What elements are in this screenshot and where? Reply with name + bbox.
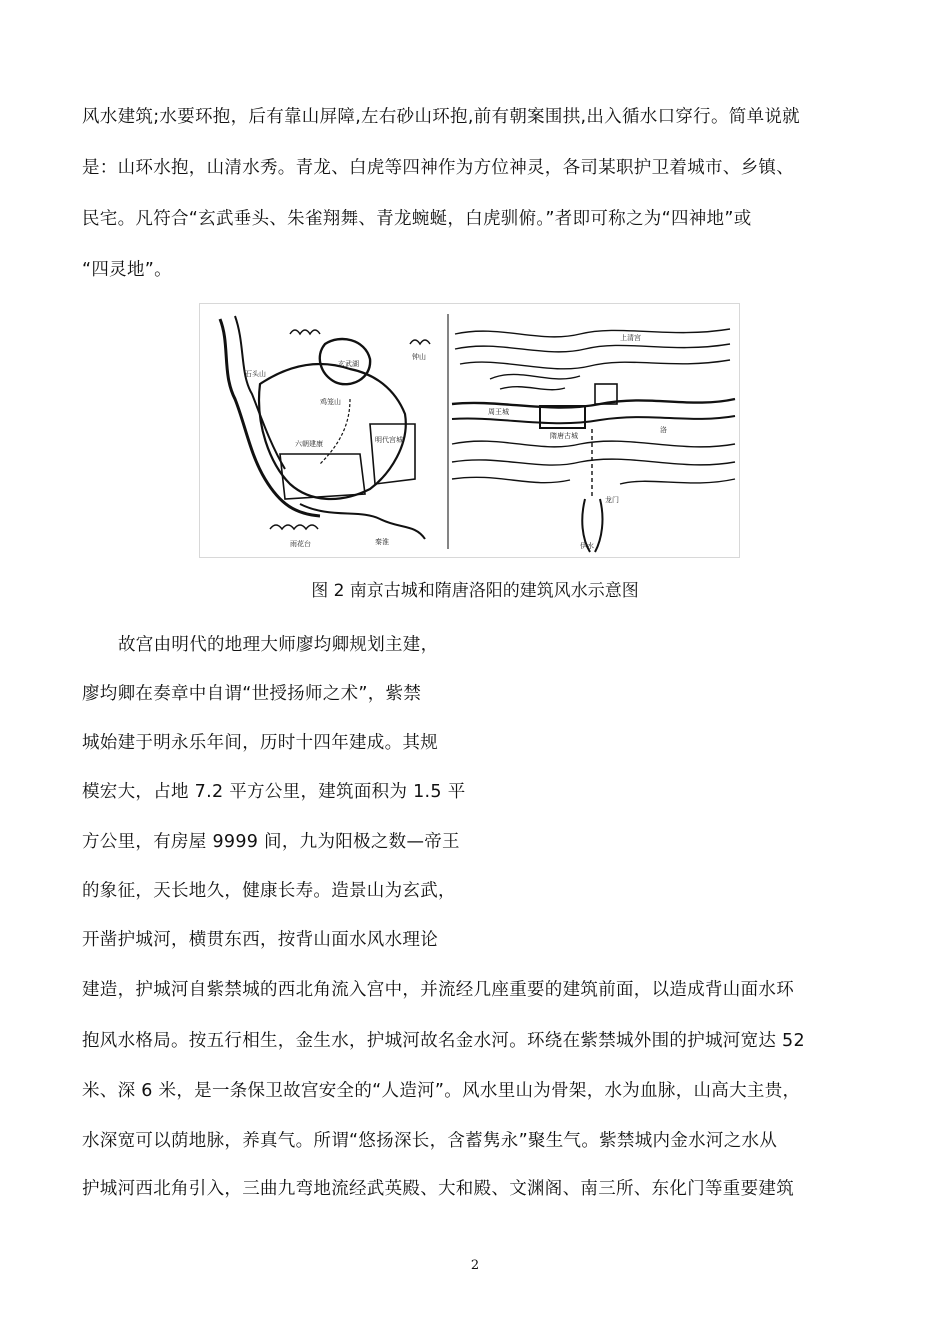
luoyang-map — [452, 329, 735, 552]
map-label: 玄武湖 — [338, 360, 359, 368]
body-text-line: 民宅。凡符合“玄武垂头、朱雀翔舞、青龙蜿蜒，白虎驯俯。”者即可称之为“四神地”或 — [82, 209, 752, 229]
body-text-line: 建造，护城河自紫禁城的西北角流入宫中，并流经几座重要的建筑前面，以造成背山面水环 — [82, 980, 794, 1000]
map-label: 雨花台 — [290, 540, 311, 548]
map-label: 伊水 — [580, 542, 594, 550]
map-label: 上清宫 — [620, 334, 641, 342]
body-text-line: 的象征，天长地久，健康长寿。造景山为玄武， — [82, 881, 456, 901]
body-text-line: 模宏大，占地 7.2 平方公里，建筑面积为 1.5 平 — [82, 782, 466, 802]
body-text-line: 方公里，有房屋 9999 间，九为阳极之数—帝王 — [82, 832, 460, 852]
body-text-line: 米、深 6 米，是一条保卫故宫安全的“人造河”。风水里山为骨架，水为血脉，山高大主贵， — [82, 1081, 801, 1101]
map-label: 六朝建康 — [295, 440, 323, 448]
figure-caption: 图 2 南京古城和隋唐洛阳的建筑风水示意图 — [311, 581, 639, 601]
body-text-line: 抱风水格局。按五行相生，金生水，护城河故名金水河。环绕在紫禁城外围的护城河宽达 52 — [82, 1031, 805, 1051]
map-illustration — [200, 304, 739, 557]
map-label: 隋唐古城 — [550, 432, 578, 440]
map-label: 鸡笼山 — [320, 398, 341, 406]
body-text-line: 风水建筑;水要环抱，后有靠山屏障,左右砂山环抱,前有朝案围拱,出入循水口穿行。简单说就 — [82, 107, 800, 127]
map-label: 秦淮 — [375, 538, 389, 546]
body-text-line: 城始建于明永乐年间，历时十四年建成。其规 — [82, 733, 438, 753]
nanjing-map — [220, 316, 430, 539]
map-label: 石头山 — [245, 370, 266, 378]
figure-frame — [199, 303, 740, 558]
body-text-line: 是：山环水抱，山清水秀。青龙、白虎等四神作为方位神灵，各司某职护卫着城市、乡镇、 — [82, 158, 794, 178]
map-label: 钟山 — [412, 353, 426, 361]
body-text-line: 护城河西北角引入，三曲九弯地流经武英殿、大和殿、文渊阁、南三所、东化门等重要建筑 — [82, 1179, 794, 1199]
body-text-line: 开凿护城河，横贯东西，按背山面水风水理论 — [82, 930, 438, 950]
map-label: 明代宫城 — [375, 436, 403, 444]
map-label: 洛 — [660, 426, 667, 434]
body-text-line: “四灵地”。 — [82, 260, 172, 280]
map-label: 周王城 — [488, 408, 509, 416]
body-text-line: 廖均卿在奏章中自谓“世授扬师之术”，紫禁 — [82, 684, 422, 704]
map-label: 龙门 — [605, 496, 619, 504]
body-text-line: 水深宽可以荫地脉，养真气。所谓“悠扬深长，含蓄隽永”聚生气。紫禁城内金水河之水从 — [82, 1131, 778, 1151]
page-number: 2 — [470, 1258, 480, 1273]
body-text-line: 故宫由明代的地理大师廖均卿规划主建， — [118, 635, 439, 655]
luoyang-labels — [488, 333, 667, 550]
